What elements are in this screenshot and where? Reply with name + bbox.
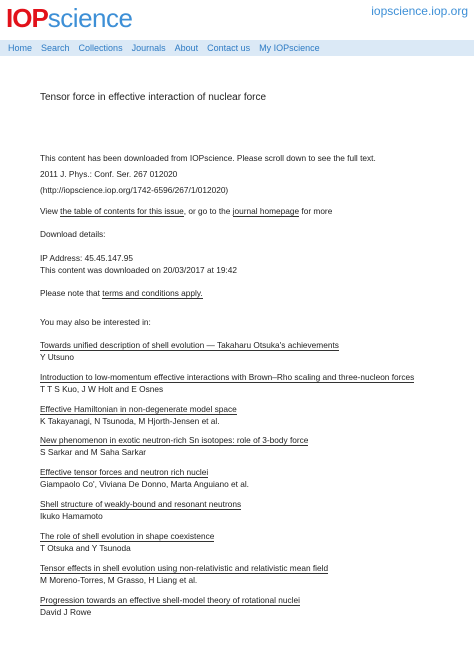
site-url-link[interactable]: iopscience.iop.org [371,4,468,18]
related-title-5[interactable]: Effective tensor forces and neutron rich nuclei [40,467,209,477]
download-details-label: Download details: [40,229,106,239]
related-title-3[interactable]: Effective Hamiltonian in non-degenerate model space [40,404,237,414]
nav-home[interactable]: Home [8,43,33,53]
article-title: Tensor force in effective interaction of nuclear force [40,92,267,103]
related-title-8[interactable]: Tensor effects in shell evolution using non-relativistic and relativistic mean field [40,563,329,573]
view-prefix: View [40,206,58,216]
nav-about[interactable]: About [174,43,199,53]
toc-link[interactable]: the table of contents for this issue [60,206,184,216]
related-title-1[interactable]: Towards unified description of shell evolution — Takaharu Otsuka's achievements [40,340,339,350]
related-authors-6: Ikuko Hamamoto [40,511,103,521]
related-authors-7: T Otsuka and Y Tsunoda [40,543,131,553]
citation: 2011 J. Phys.: Conf. Ser. 267 012020 [40,169,178,179]
related-title-6[interactable]: Shell structure of weakly-bound and resonant neutrons [40,499,242,509]
nav-collections[interactable]: Collections [78,43,123,53]
nav-contact-us[interactable]: Contact us [207,43,251,53]
nav-my-iopscience[interactable]: My IOPscience [259,43,320,53]
ip-address: IP Address: 45.45.147.95 [40,253,134,263]
related-authors-1: Y Utsuno [40,352,74,362]
related-title-4[interactable]: New phenomenon in exotic neutron-rich Sn isotopes: role of 3-body force [40,435,309,445]
related-authors-3: K Takayanagi, N Tsunoda, M Hjorth-Jensen et al. [40,416,220,426]
nav-search[interactable]: Search [41,43,70,53]
related-authors-2: T T S Kuo, J W Holt and E Osnes [40,384,164,394]
related-title-2[interactable]: Introduction to low-momentum effective interactions with Brown–Rho scaling and three-nucleon forces [40,372,415,382]
view-suffix: for more [301,206,333,216]
site-header [0,0,474,40]
download-notice: This content has been downloaded from IOPscience. Please scroll down to see the full text. [40,153,376,163]
related-authors-8: M Moreno-Torres, M Grasso, H Liang et al. [40,575,198,585]
view-middle: , or go to the [183,206,231,216]
related-authors-9: David J Rowe [40,607,92,617]
view-line [40,206,332,216]
terms-link[interactable]: terms and conditions apply. [102,288,203,298]
terms-line [40,288,203,298]
logo-science-text: science [47,3,133,33]
interested-label: You may also be interested in: [40,317,151,327]
related-title-7[interactable]: The role of shell evolution in shape coexistence [40,531,215,541]
related-authors-5: Giampaolo Co', Viviana De Donno, Marta Anguiano et al. [40,479,249,489]
doi-url[interactable]: (http://iopscience.iop.org/1742-6596/267/1/012020) [40,185,229,195]
nav-bar [0,40,474,56]
terms-prefix: Please note that [40,288,100,298]
nav-journals[interactable]: Journals [131,43,166,53]
journal-homepage-link[interactable]: journal homepage [232,206,300,216]
related-authors-4: S Sarkar and M Saha Sarkar [40,447,147,457]
downloaded-on: This content was downloaded on 20/03/2017 at 19:42 [40,265,237,275]
iopscience-logo[interactable] [6,2,132,32]
related-title-9[interactable]: Progression towards an effective shell-model theory of rotational nuclei [40,595,300,605]
logo-iop-text: IOP [6,3,48,33]
